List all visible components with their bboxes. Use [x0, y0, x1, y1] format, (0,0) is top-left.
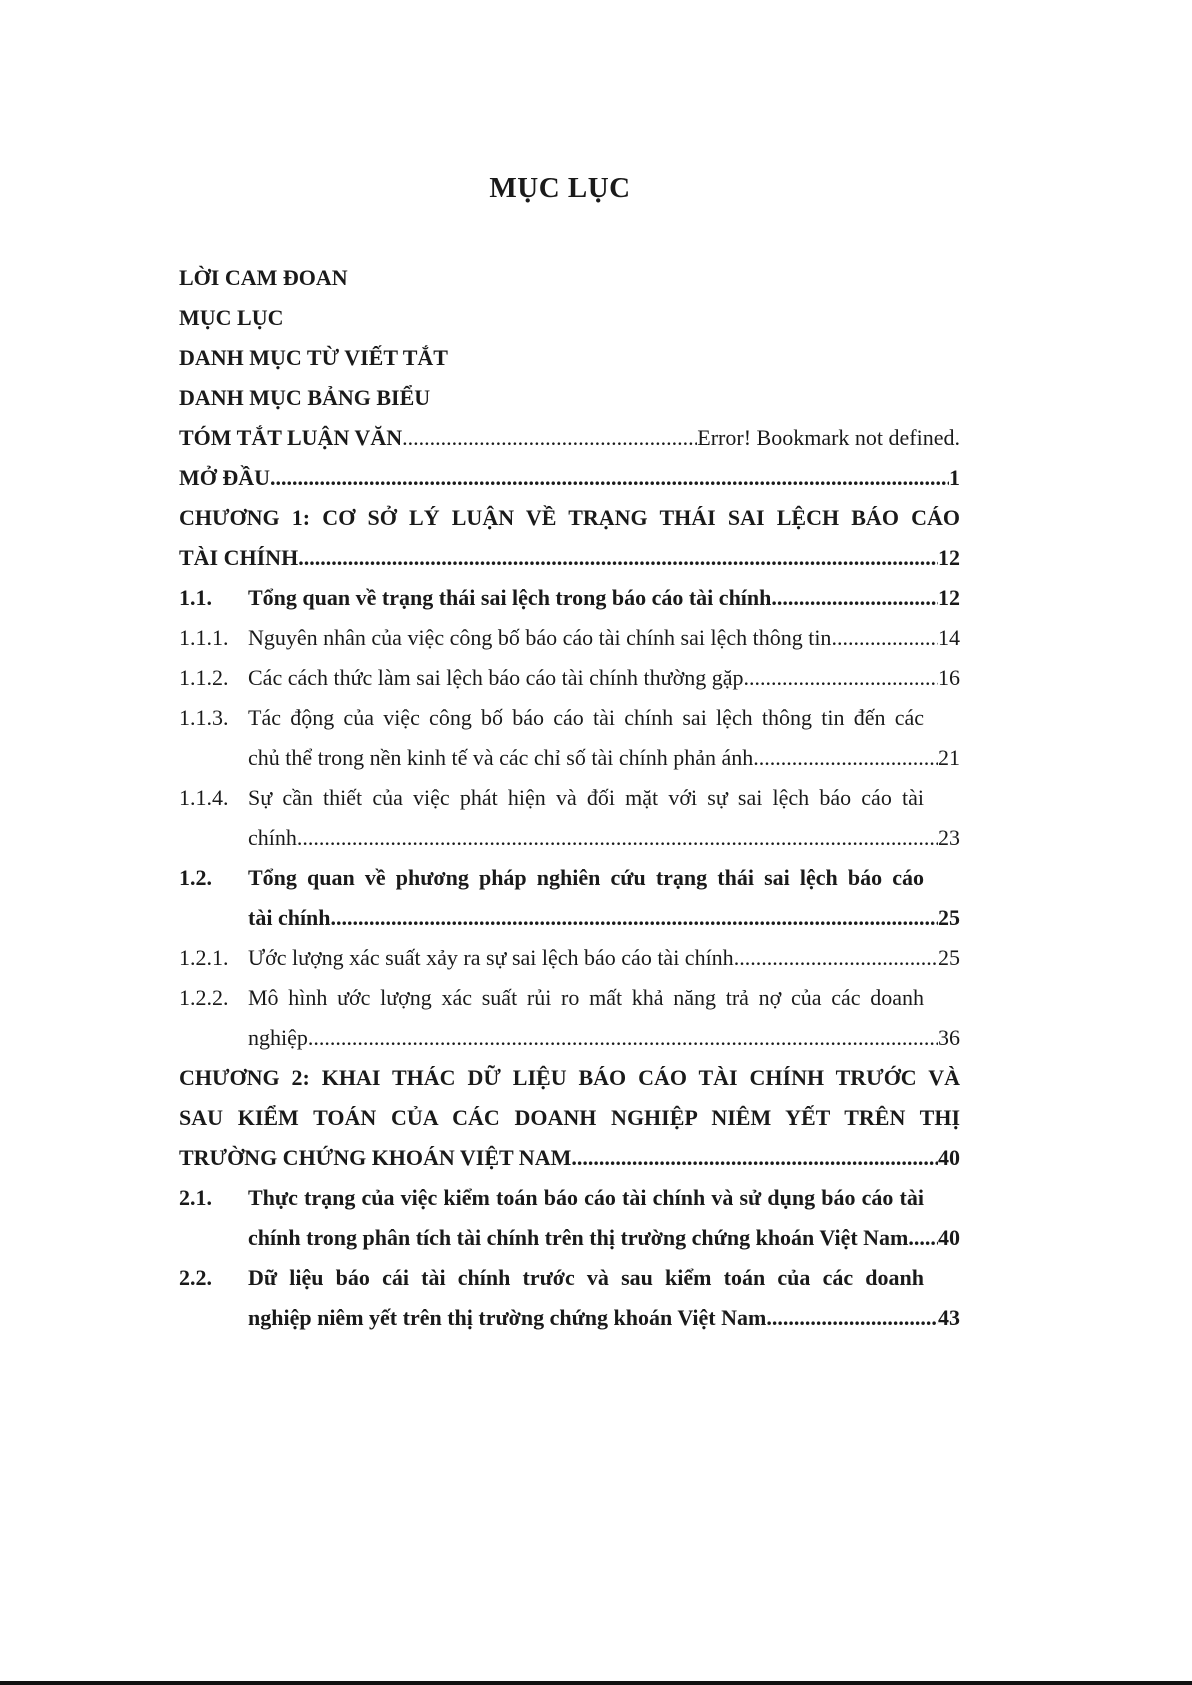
dot-leader — [831, 618, 938, 658]
toc-section-1-1-3-line-1 — [179, 698, 960, 738]
toc-section-1-2-line-2 — [179, 898, 960, 938]
toc-section-2-2-line-1 — [179, 1258, 960, 1298]
toc-entry-text: Sự cần thiết của việc phát hiện và đối mặt với sự sai lệch báo cáo tài — [248, 785, 924, 810]
toc-entry-text: tài chính — [248, 905, 331, 930]
dot-leader — [743, 658, 938, 698]
toc-entry-text: chính — [248, 825, 297, 850]
toc-section-number: 1.2.2. — [179, 985, 229, 1010]
toc-page-number: 12 — [938, 545, 960, 570]
toc-entry-text: Thực trạng của việc kiểm toán báo cáo tài chính và sử dụng báo cáo tài — [248, 1185, 924, 1210]
dot-leader — [331, 898, 938, 938]
toc-section-number: 2.1. — [179, 1185, 212, 1210]
toc-section-1-1-1 — [179, 618, 960, 658]
toc-chapter-2-line-1 — [179, 1058, 960, 1098]
toc-entry-text: MỞ ĐẦU — [179, 465, 271, 490]
toc-entry-text: chính trong phân tích tài chính trên thị trường chứng khoán Việt Nam — [248, 1225, 909, 1250]
toc-entry-text: SAU KIỂM TOÁN CỦA CÁC DOANH NGHIỆP NIÊM YẾT TRÊN THỊ — [179, 1105, 960, 1130]
toc-entry-text: CHƯƠNG 2: KHAI THÁC DỮ LIỆU BÁO CÁO TÀI CHÍNH TRƯỚC VÀ — [179, 1065, 960, 1090]
toc-entry-tu-viet-tat: DANH MỤC TỪ VIẾT TẮT — [179, 345, 448, 370]
toc-page-number: 36 — [938, 1025, 960, 1050]
page-bottom-edge — [0, 1681, 1192, 1685]
dot-leader — [402, 418, 697, 458]
toc-entry-text: TÓM TẮT LUẬN VĂN — [179, 425, 403, 450]
toc-page-number: 43 — [938, 1305, 960, 1330]
toc-entry-text: Các cách thức làm sai lệch báo cáo tài chính thường gặp — [248, 665, 744, 690]
page-title: MỤC LỤC — [489, 172, 631, 204]
toc-section-1-1-4-line-2 — [179, 818, 960, 858]
toc-page-number: 40 — [938, 1225, 960, 1250]
toc-entry-text: Mô hình ước lượng xác suất rủi ro mất khả năng trả nợ của các doanh — [248, 985, 924, 1010]
toc-entry-text: Ước lượng xác suất xảy ra sự sai lệch báo cáo tài chính — [248, 945, 734, 970]
dot-leader — [771, 578, 938, 618]
toc-section-2-2-line-2 — [179, 1298, 960, 1338]
toc-entry-muc-luc: MỤC LỤC — [179, 305, 284, 330]
toc-entry-text: chủ thể trong nền kinh tế và các chỉ số tài chính phản ánh — [248, 745, 754, 770]
toc-section-number: 1.1.1. — [179, 625, 229, 650]
toc-entry-mo-dau — [179, 458, 960, 498]
toc-page-number: 1 — [949, 465, 960, 490]
toc-section-number: 2.2. — [179, 1265, 212, 1290]
toc-page-number: Error! Bookmark not defined. — [697, 425, 960, 450]
toc-section-1-1-4-line-1 — [179, 778, 960, 818]
toc-page-number: 40 — [938, 1145, 960, 1170]
toc-section-1-1-3-line-2 — [179, 738, 960, 778]
toc-page-number: 25 — [938, 905, 960, 930]
dot-leader — [734, 938, 938, 978]
toc-entry-bang-bieu: DANH MỤC BẢNG BIỂU — [179, 385, 431, 410]
toc-entry-loi-cam-doan: LỜI CAM ĐOAN — [179, 265, 348, 290]
toc-section-number: 1.1.3. — [179, 705, 229, 730]
dot-leader — [308, 1018, 938, 1058]
toc-page-number: 23 — [938, 825, 960, 850]
toc-entry-text: Dữ liệu báo cái tài chính trước và sau kiểm toán của các doanh — [248, 1265, 924, 1290]
toc-entry-text: Tác động của việc công bố báo cáo tài chính sai lệch thông tin đến các — [248, 705, 924, 730]
toc-section-number: 1.1.2. — [179, 665, 229, 690]
toc-section-1-2-2-line-1 — [179, 978, 960, 1018]
toc-entry-text: nghiệp — [248, 1025, 308, 1050]
toc-page-number: 16 — [938, 665, 960, 690]
toc-page-number: 14 — [938, 625, 960, 650]
toc-section-number: 1.1. — [179, 585, 212, 610]
dot-leader — [571, 1138, 938, 1178]
toc-section-2-1-line-1 — [179, 1178, 960, 1218]
toc-section-number: 1.2. — [179, 865, 212, 890]
toc-section-2-1-line-2 — [179, 1218, 960, 1258]
dot-leader — [298, 538, 938, 578]
dot-leader — [297, 818, 938, 858]
toc-entry-tom-tat — [179, 418, 960, 458]
toc-section-1-2-line-1 — [179, 858, 960, 898]
table-of-contents — [179, 258, 960, 1338]
toc-section-1-1 — [179, 578, 960, 618]
dot-leader — [908, 1218, 938, 1258]
toc-entry-text: nghiệp niêm yết trên thị trường chứng khoán Việt Nam. — [248, 1305, 772, 1330]
toc-section-1-2-1 — [179, 938, 960, 978]
dot-leader — [772, 1298, 938, 1338]
toc-page-number: 21 — [938, 745, 960, 770]
toc-page-number: 12 — [938, 585, 960, 610]
toc-section-1-2-2-line-2 — [179, 1018, 960, 1058]
toc-entry-text: CHƯƠNG 1: CƠ SỞ LÝ LUẬN VỀ TRẠNG THÁI SAI LỆCH BÁO CÁO — [179, 505, 960, 530]
toc-section-1-1-2 — [179, 658, 960, 698]
toc-chapter-2-line-2 — [179, 1098, 960, 1138]
toc-section-number: 1.1.4. — [179, 785, 229, 810]
toc-entry-text: Tổng quan về phương pháp nghiên cứu trạng thái sai lệch báo cáo — [248, 865, 924, 890]
toc-chapter-1-line-2 — [179, 538, 960, 578]
toc-page-number: 25 — [938, 945, 960, 970]
toc-section-number: 1.2.1. — [179, 945, 229, 970]
toc-chapter-2-line-3 — [179, 1138, 960, 1178]
toc-entry-text: Tổng quan về trạng thái sai lệch trong báo cáo tài chính — [248, 585, 772, 610]
toc-chapter-1-line-1 — [179, 498, 960, 538]
toc-entry-text: TÀI CHÍNH — [179, 545, 299, 570]
dot-leader — [270, 458, 949, 498]
dot-leader — [753, 738, 938, 778]
toc-entry-text: TRƯỜNG CHỨNG KHOÁN VIỆT NAM — [179, 1145, 572, 1170]
toc-entry-text: Nguyên nhân của việc công bố báo cáo tài chính sai lệch thông tin — [248, 625, 832, 650]
